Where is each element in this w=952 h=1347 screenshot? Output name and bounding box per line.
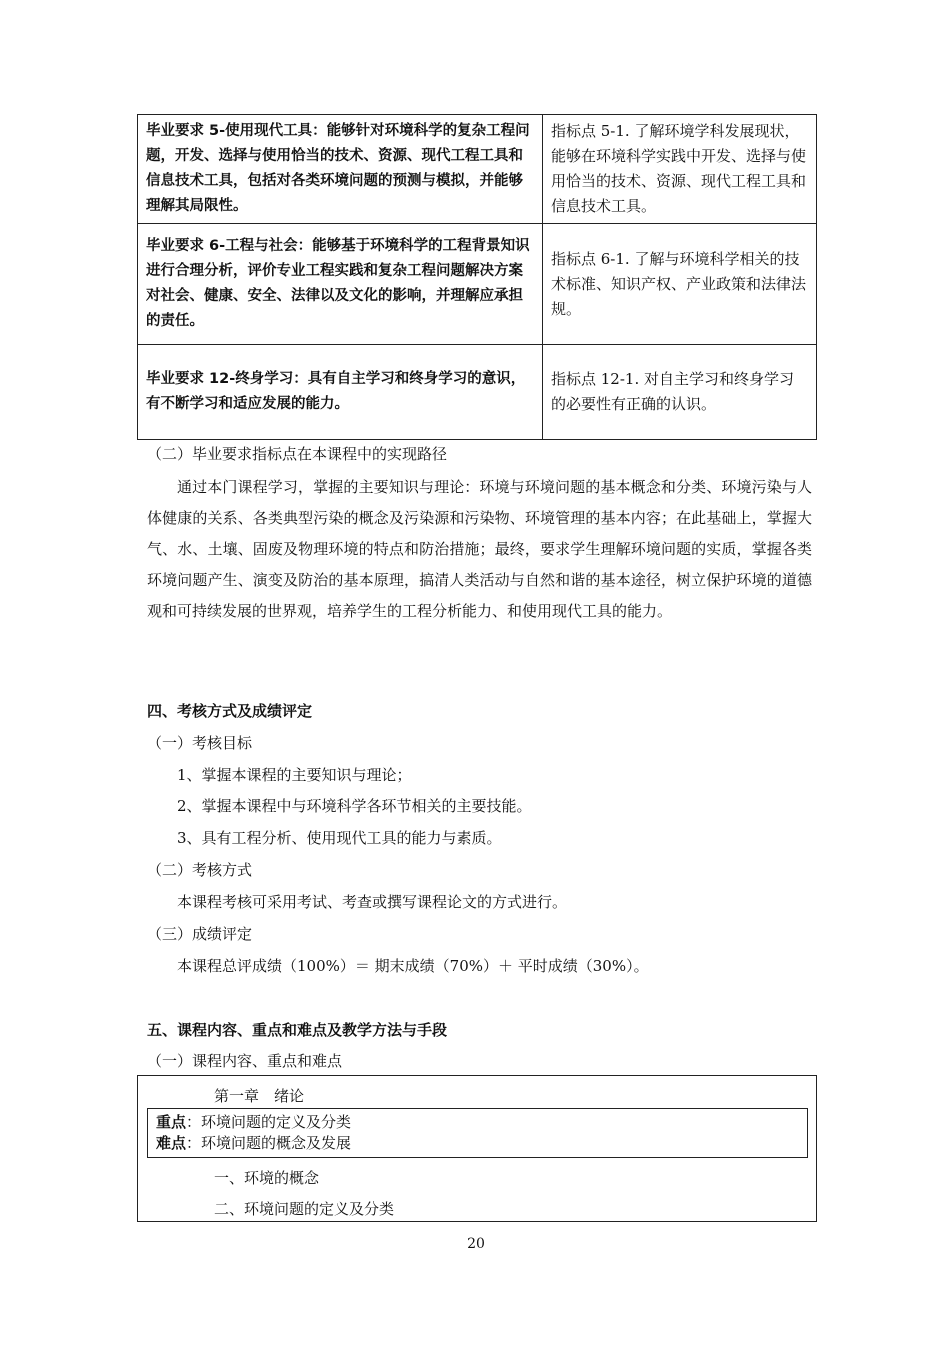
difficulty-line bbox=[156, 1133, 799, 1154]
key-points-box bbox=[147, 1108, 808, 1158]
indicator-cell: 指标点 5-1. 了解环境学科发展现状，能够在环境科学实践中开发、选择与使用恰当的技术、资源、现代工程工具和信息技术工具。 bbox=[543, 115, 817, 224]
section4-heading: 四、考核方式及成绩评定 bbox=[147, 702, 313, 720]
table-row bbox=[138, 115, 817, 224]
difficulty-label: 难点 bbox=[156, 1134, 187, 1152]
section5-sub1: （一）课程内容、重点和难点 bbox=[147, 1052, 343, 1070]
chapter-title: 第一章 绪论 bbox=[214, 1087, 305, 1105]
course-content-box bbox=[137, 1075, 817, 1222]
requirement-cell: 毕业要求 6-工程与社会：能够基于环境科学的工程背景知识进行合理分析，评价专业工程实践和复杂工程问题解决方案对社会、健康、安全、法律以及文化的影响，并理解应承担的责任。 bbox=[138, 224, 543, 345]
page-number: 20 bbox=[467, 1236, 485, 1252]
section4-sub2: （二）考核方式 bbox=[147, 861, 253, 879]
goal-item: 2、掌握本课程中与环境科学各环节相关的主要技能。 bbox=[177, 797, 532, 815]
goal-item: 1、掌握本课程的主要知识与理论； bbox=[177, 766, 412, 784]
key-label: 重点 bbox=[156, 1113, 187, 1131]
table-row bbox=[138, 224, 817, 345]
section2-heading: （二）毕业要求指标点在本课程中的实现路径 bbox=[147, 445, 448, 463]
requirement-cell: 毕业要求 5-使用现代工具：能够针对环境科学的复杂工程问题，开发、选择与使用恰当的技术、资源、现代工程工具和信息技术工具，包括对各类环境问题的预测与模拟，并能够理解其局限性。 bbox=[138, 115, 543, 224]
chapter-section: 一、环境的概念 bbox=[214, 1169, 320, 1187]
table-row bbox=[138, 345, 817, 440]
requirements-table bbox=[137, 114, 817, 440]
section2-paragraph: 通过本门课程学习，掌握的主要知识与理论：环境与环境问题的基本概念和分类、环境污染与人体健康的关系、各类典型污染的概念及污染源和污染物、环境管理的基本内容；在此基础上，掌握大气、水、土壤、固废及物理环境的特点和防治措施；最终，要求学生理解环境问题的实质，掌握各类环境问题产生、演变及防治的基本原理，搞清人类活动与自然和谐的基本途径，树立保护环境的道德观和可持续发展的世界观，培养学生的工程分析能力、和使用现代工具的能力。 bbox=[147, 478, 812, 620]
key-text: ：环境问题的定义及分类 bbox=[186, 1113, 352, 1131]
difficulty-text: ：环境问题的概念及发展 bbox=[186, 1134, 352, 1152]
goal-item: 3、具有工程分析、使用现代工具的能力与素质。 bbox=[177, 829, 502, 847]
chapter-section: 二、环境问题的定义及分类 bbox=[214, 1200, 395, 1218]
assessment-method: 本课程考核可采用考试、考查或撰写课程论文的方式进行。 bbox=[177, 893, 568, 911]
section4-sub1: （一）考核目标 bbox=[147, 734, 253, 752]
requirement-cell: 毕业要求 12-终身学习：具有自主学习和终身学习的意识，有不断学习和适应发展的能力。 bbox=[138, 345, 543, 440]
section5-heading: 五、课程内容、重点和难点及教学方法与手段 bbox=[147, 1021, 448, 1039]
indicator-cell: 指标点 12-1. 对自主学习和终身学习的必要性有正确的认识。 bbox=[543, 345, 817, 440]
indicator-cell: 指标点 6-1. 了解与环境科学相关的技术标准、知识产权、产业政策和法律法规。 bbox=[543, 224, 817, 345]
key-point-line bbox=[156, 1112, 799, 1133]
grading-formula: 本课程总评成绩（100%）＝ 期末成绩（70%）＋ 平时成绩（30%）。 bbox=[177, 957, 649, 975]
section4-sub3: （三）成绩评定 bbox=[147, 925, 253, 943]
